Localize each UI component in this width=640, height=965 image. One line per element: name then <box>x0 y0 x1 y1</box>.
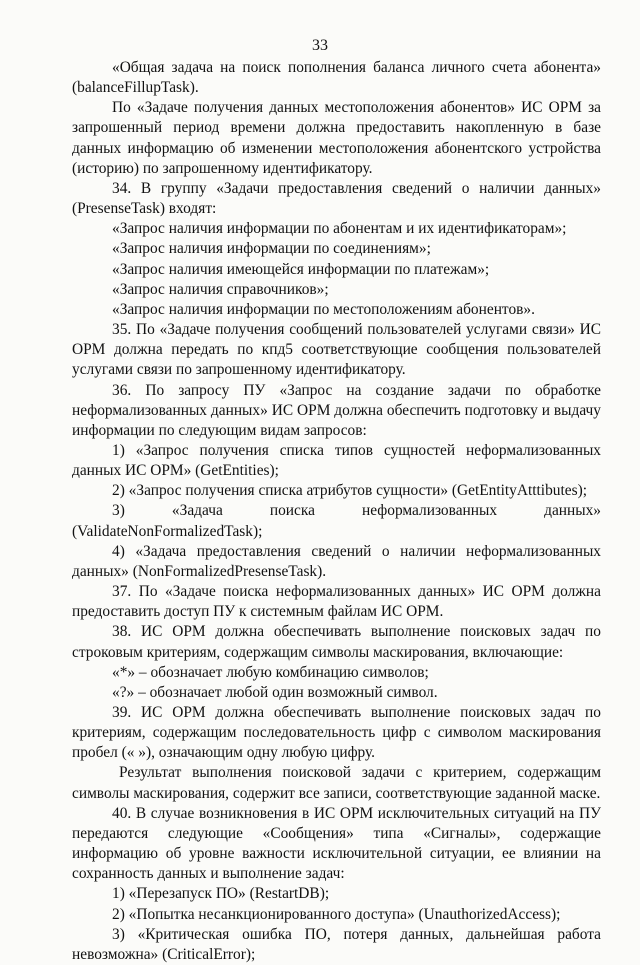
list-item-request-3: 3) «Задача поиска неформализованных данных» (ValidateNonFormalizedTask); <box>72 502 601 540</box>
list-item-presense-2: «Запрос наличия информации по соединениям»; <box>112 240 431 258</box>
list-item-request-4: 4) «Задача предоставления сведений о наличии неформализованных данных» (NonFormalizedPresenseTask). <box>72 542 601 580</box>
paragraph-37: 37. По «Задаче поиска неформализованных данных» ИС ОРМ должна предоставить доступ ПУ к системным файлам ИС ОРМ. <box>72 583 601 621</box>
paragraph-task-balance: «Общая задача на поиск пополнения баланса личного счета абонента» (balanceFillupTask). <box>72 59 601 97</box>
list-item-signal-3: 3) «Критическая ошибка ПО, потеря данных, дальнейшая работа невозможна» (CriticalError); <box>72 925 601 963</box>
list-item-presense-5: «Запрос наличия информации по местоположениям абонентов». <box>112 300 535 318</box>
paragraph-34: 34. В группу «Задачи предоставления сведений о наличии данных» (PresenseTask) входят: <box>72 179 601 218</box>
mask-symbol-question: «?» – обозначает любой один возможный символ. <box>112 683 438 701</box>
paragraph-35: 35. По «Задаче получения сообщений пользователей услугами связи» ИС ОРМ должна передать по кпд5 соответствующие сообщения пользователей услугами связи по запрошенному идентификатору. <box>72 321 601 379</box>
paragraph-search-result: Результат выполнения поисковой задачи с критерием, содержащим символы маскирования, содержит все записи, соответствующие заданной маске. <box>72 764 601 802</box>
paragraph-38: 38. ИС ОРМ должна обеспечивать выполнение поисковых задач по строковым критериям, содержащим символы маскирования, включающие: <box>72 623 601 661</box>
paragraph-location-task: По «Задаче получения данных местоположения абонентов» ИС ОРМ за запрошенный период времени должна предоставить накопленную в базе данных информацию об изменении местоположения абонентского устройства (историю) по запрошенному идентификатору. <box>72 99 601 177</box>
paragraph-39: 39. ИС ОРМ должна обеспечивать выполнение поисковых задач по критериям, содержащим последовательность цифр с символом маскирования пробел (« »), означающим одну любую цифру. <box>72 704 601 762</box>
paragraph-40: 40. В случае возникновения в ИС ОРМ исключительных ситуаций на ПУ передаются следующие «Сообщения» типа «Сигналы», содержащие информацию об уровне важности исключительной ситуации, ее влиянии на сохранность данных и выполнение задач: <box>72 804 601 883</box>
list-item-request-2: 2) «Запрос получения списка атрибутов сущности» (GetEntityAtttibutes); <box>112 482 587 500</box>
list-item-request-1: 1) «Запрос получения списка типов сущностей неформализованных данных ИС ОРМ» (GetEntities); <box>72 441 601 480</box>
list-item-presense-4: «Запрос наличия справочников»; <box>112 280 329 298</box>
list-item-presense-1: «Запрос наличия информации по абонентам и их идентификаторам»; <box>112 220 567 238</box>
list-item-signal-2: 2) «Попытка несанкционированного доступа» (UnauthorizedAccess); <box>112 905 561 923</box>
page-number: 33 <box>312 37 328 54</box>
list-item-presense-3: «Запрос наличия имеющейся информации по платежам»; <box>112 260 490 278</box>
mask-symbol-asterisk: «*» – обозначает любую комбинацию символов; <box>112 663 429 681</box>
paragraph-36: 36. По запросу ПУ «Запрос на создание задачи по обработке неформализованных данных» ИС ОРМ должна обеспечить подготовку и выдачу информации по следующим видам запросов: <box>72 381 601 439</box>
document-body <box>72 58 601 965</box>
list-item-signal-1: 1) «Перезапуск ПО» (RestartDB); <box>112 885 330 903</box>
